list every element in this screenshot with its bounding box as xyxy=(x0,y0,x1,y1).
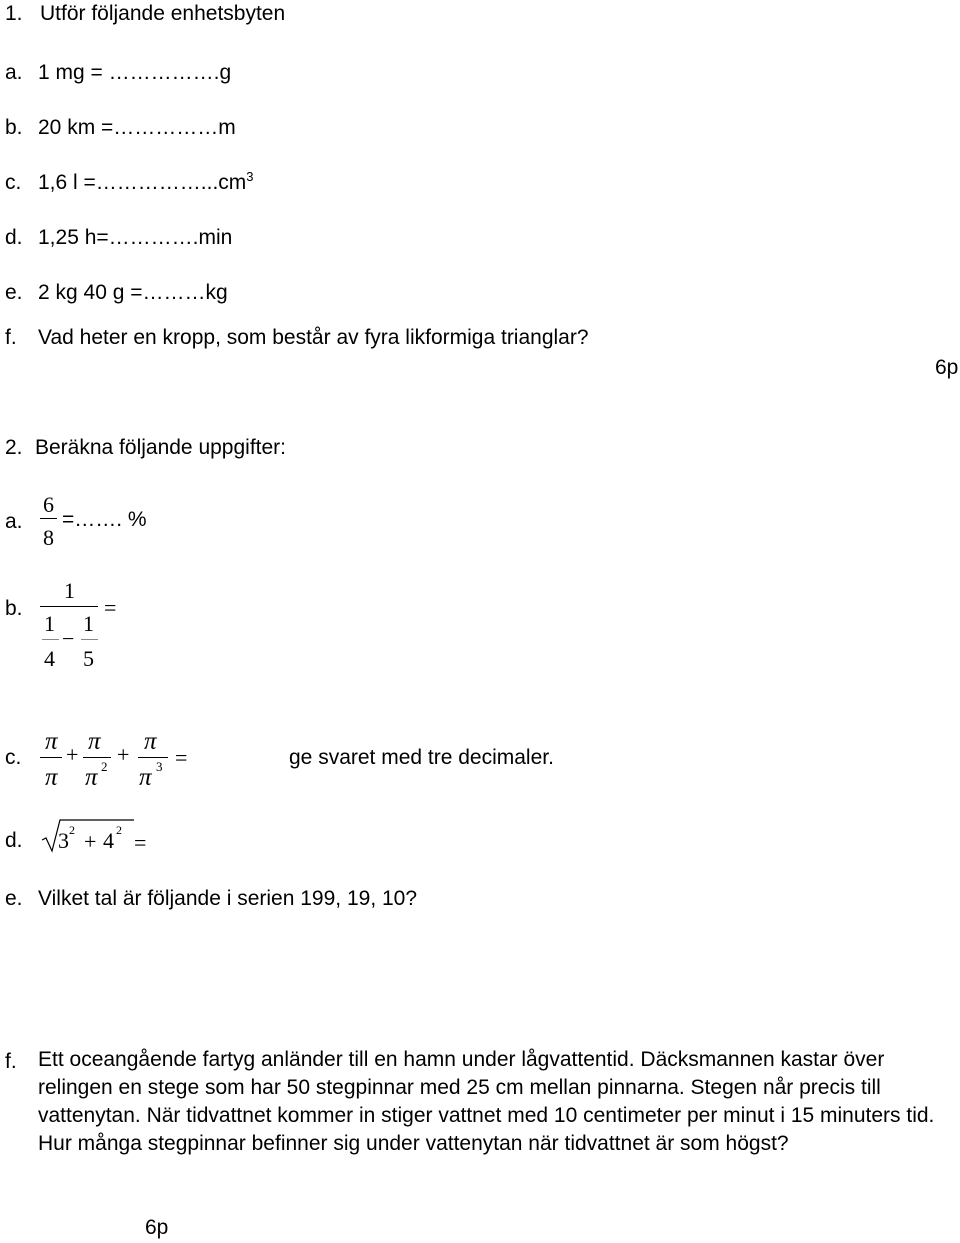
fraction-denominator: 8 xyxy=(43,525,54,550)
q2-f-text: Ett oceangående fartyg anländer till en hamn under lågvattentid. Däcksmannen kastar över relingen en stege som har 50 stegpinnar med 25 cm mellan pinnarna. Stegen når precis till vattenytan. När tidvattnet kommer in stiger vattnet med 10 centimeter per minut i 15 minuters tid. Hur många stegpinnar befinner sig under vattenytan när tidvattnet är som högst? xyxy=(38,1048,935,1155)
q1-item-a-text: 1 mg = …………….g xyxy=(38,61,232,84)
pi-denominator-2: π xyxy=(85,764,98,791)
q1-points: 6p xyxy=(935,356,959,379)
pi-denominator-3: π xyxy=(139,764,152,791)
q2-e-label: e. xyxy=(5,887,23,910)
q1-item-b-text: 20 km =……………m xyxy=(38,116,236,139)
equals-sign: = xyxy=(175,745,188,770)
inner-fraction-bar-2 xyxy=(81,639,98,640)
fraction-bar-1 xyxy=(40,757,62,758)
inner-denominator-1: 4 xyxy=(44,646,55,671)
q1-item-a-label: a. xyxy=(5,61,23,84)
q2-f-label: f. xyxy=(5,1050,17,1073)
q1-item-e-label: e. xyxy=(5,281,23,304)
q2-d-label: d. xyxy=(5,829,23,852)
q1-item-f-label: f. xyxy=(5,326,17,349)
exponent-1: 2 xyxy=(69,823,75,837)
inner-numerator-2: 1 xyxy=(83,611,94,636)
inner-fraction-bar-1 xyxy=(42,639,59,640)
plus-sign-2: + xyxy=(117,742,130,767)
q1-item-d-text: 1,25 h=………….min xyxy=(38,226,233,249)
fraction-numerator: 6 xyxy=(43,492,54,517)
exponent-2: 2 xyxy=(101,759,108,774)
q1-item-f-text: Vad heter en kropp, som består av fyra likformiga trianglar? xyxy=(38,326,589,349)
fraction-bar-2 xyxy=(83,757,111,758)
q1-item-d-label: d. xyxy=(5,226,23,249)
base-4: 4 xyxy=(103,828,114,853)
q1-item-b-label: b. xyxy=(5,116,23,139)
question-2-title: Beräkna följande uppgifter: xyxy=(35,436,287,459)
equals-sign: = xyxy=(134,830,147,855)
plus-sign: + xyxy=(84,829,97,854)
q2-b-label: b. xyxy=(5,597,23,620)
q2-e-text: Vilket tal är följande i serien 199, 19, 10? xyxy=(38,887,418,910)
minus-sign: − xyxy=(62,626,75,651)
question-2-number: 2. xyxy=(5,436,23,459)
outer-numerator: 1 xyxy=(64,578,75,603)
inner-numerator-1: 1 xyxy=(44,611,55,636)
q1-item-c-text: 1,6 $l =\dots\dots\dots\dots\dots...cm^3$ xyxy=(38,169,254,194)
exponent-2: 2 xyxy=(116,823,122,837)
q1-item-e-text: 2 kg 40 g =………kg xyxy=(38,281,228,304)
base-3: 3 xyxy=(58,828,69,853)
pi-numerator-3: π xyxy=(144,728,157,755)
pi-numerator-1: π xyxy=(45,728,58,755)
plus-sign-1: + xyxy=(66,742,79,767)
equals-sign: = xyxy=(104,595,117,620)
q2-a-answer-blank: =……. % xyxy=(62,508,147,531)
fraction-bar-3 xyxy=(138,757,168,758)
question-1-title: Utför följande enhetsbyten xyxy=(40,2,286,25)
exponent-3: 3 xyxy=(156,759,163,774)
cubic-exponent: 3 xyxy=(246,169,254,184)
q2-c-label: c. xyxy=(5,746,22,769)
fraction-bar xyxy=(40,518,57,519)
inner-denominator-2: 5 xyxy=(83,646,94,671)
q2-points: 6p xyxy=(145,1216,169,1239)
q2-a-label: a. xyxy=(5,510,23,533)
pi-denominator-1: π xyxy=(45,764,58,791)
question-1-number: 1. xyxy=(5,2,23,25)
q1-item-c-label: c. xyxy=(5,171,22,194)
q2-c-instruction: ge svaret med tre decimaler. xyxy=(289,746,554,769)
pi-numerator-2: π xyxy=(88,728,101,755)
outer-fraction-bar xyxy=(40,606,98,607)
